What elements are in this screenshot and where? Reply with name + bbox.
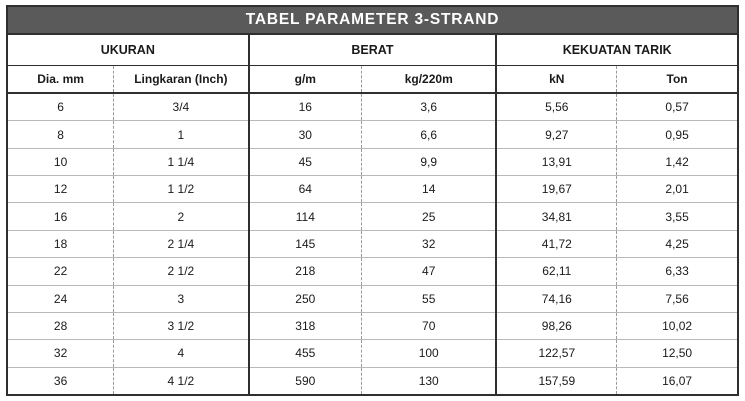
cell-lingkaran-inch: 1 1/4 bbox=[114, 148, 249, 175]
cell-ton: 0,57 bbox=[617, 93, 737, 121]
cell-gm: 455 bbox=[249, 340, 362, 367]
column-header-dia-mm: Dia. mm bbox=[8, 66, 114, 94]
cell-gm: 64 bbox=[249, 176, 362, 203]
cell-dia-mm: 18 bbox=[8, 230, 114, 257]
cell-kg220m: 100 bbox=[362, 340, 497, 367]
cell-kg220m: 14 bbox=[362, 176, 497, 203]
table-row bbox=[8, 258, 737, 285]
cell-ton: 2,01 bbox=[617, 176, 737, 203]
cell-ton: 6,33 bbox=[617, 258, 737, 285]
cell-lingkaran-inch: 2 1/2 bbox=[114, 258, 249, 285]
cell-dia-mm: 32 bbox=[8, 340, 114, 367]
cell-lingkaran-inch: 3 bbox=[114, 285, 249, 312]
cell-kn: 9,27 bbox=[496, 121, 616, 148]
cell-kg220m: 130 bbox=[362, 367, 497, 394]
cell-kg220m: 3,6 bbox=[362, 93, 497, 121]
column-header-kg220m: kg/220m bbox=[362, 66, 497, 94]
cell-dia-mm: 8 bbox=[8, 121, 114, 148]
cell-kn: 98,26 bbox=[496, 312, 616, 339]
table-row bbox=[8, 367, 737, 394]
cell-kn: 13,91 bbox=[496, 148, 616, 175]
cell-kn: 122,57 bbox=[496, 340, 616, 367]
cell-gm: 590 bbox=[249, 367, 362, 394]
column-header-lingkaran-inch: Lingkaran (Inch) bbox=[114, 66, 249, 94]
table-row bbox=[8, 285, 737, 312]
cell-dia-mm: 16 bbox=[8, 203, 114, 230]
cell-ton: 10,02 bbox=[617, 312, 737, 339]
table-row bbox=[8, 340, 737, 367]
cell-gm: 30 bbox=[249, 121, 362, 148]
cell-ton: 12,50 bbox=[617, 340, 737, 367]
cell-lingkaran-inch: 1 bbox=[114, 121, 249, 148]
cell-lingkaran-inch: 4 1/2 bbox=[114, 367, 249, 394]
cell-lingkaran-inch: 1 1/2 bbox=[114, 176, 249, 203]
cell-dia-mm: 22 bbox=[8, 258, 114, 285]
table-column-header-row bbox=[8, 66, 737, 94]
table-title: TABEL PARAMETER 3-STRAND bbox=[8, 7, 737, 34]
cell-lingkaran-inch: 3/4 bbox=[114, 93, 249, 121]
cell-kg220m: 9,9 bbox=[362, 148, 497, 175]
cell-kn: 5,56 bbox=[496, 93, 616, 121]
cell-kg220m: 32 bbox=[362, 230, 497, 257]
table-group-header-row bbox=[8, 34, 737, 66]
cell-gm: 145 bbox=[249, 230, 362, 257]
cell-ton: 0,95 bbox=[617, 121, 737, 148]
table-head bbox=[8, 7, 737, 93]
cell-gm: 250 bbox=[249, 285, 362, 312]
cell-lingkaran-inch: 2 1/4 bbox=[114, 230, 249, 257]
table-row bbox=[8, 312, 737, 339]
cell-gm: 45 bbox=[249, 148, 362, 175]
cell-kg220m: 70 bbox=[362, 312, 497, 339]
cell-kn: 41,72 bbox=[496, 230, 616, 257]
cell-kg220m: 47 bbox=[362, 258, 497, 285]
cell-gm: 318 bbox=[249, 312, 362, 339]
cell-kn: 157,59 bbox=[496, 367, 616, 394]
cell-gm: 114 bbox=[249, 203, 362, 230]
cell-dia-mm: 36 bbox=[8, 367, 114, 394]
column-header-kn: kN bbox=[496, 66, 616, 94]
table-title-row bbox=[8, 7, 737, 34]
column-header-ton: Ton bbox=[617, 66, 737, 94]
cell-lingkaran-inch: 3 1/2 bbox=[114, 312, 249, 339]
parameter-table-container bbox=[6, 5, 739, 396]
column-header-gm: g/m bbox=[249, 66, 362, 94]
cell-lingkaran-inch: 2 bbox=[114, 203, 249, 230]
cell-gm: 16 bbox=[249, 93, 362, 121]
table-row bbox=[8, 121, 737, 148]
cell-kg220m: 55 bbox=[362, 285, 497, 312]
table-row bbox=[8, 176, 737, 203]
cell-dia-mm: 6 bbox=[8, 93, 114, 121]
cell-kg220m: 25 bbox=[362, 203, 497, 230]
cell-kn: 19,67 bbox=[496, 176, 616, 203]
table-row bbox=[8, 148, 737, 175]
table-row bbox=[8, 93, 737, 121]
parameter-table bbox=[8, 7, 737, 394]
table-row bbox=[8, 203, 737, 230]
cell-ton: 3,55 bbox=[617, 203, 737, 230]
cell-kn: 62,11 bbox=[496, 258, 616, 285]
cell-ton: 1,42 bbox=[617, 148, 737, 175]
cell-dia-mm: 28 bbox=[8, 312, 114, 339]
cell-ton: 4,25 bbox=[617, 230, 737, 257]
table-row bbox=[8, 230, 737, 257]
cell-ton: 7,56 bbox=[617, 285, 737, 312]
cell-dia-mm: 12 bbox=[8, 176, 114, 203]
cell-kn: 34,81 bbox=[496, 203, 616, 230]
table-body bbox=[8, 93, 737, 394]
cell-lingkaran-inch: 4 bbox=[114, 340, 249, 367]
cell-gm: 218 bbox=[249, 258, 362, 285]
group-header-berat: BERAT bbox=[249, 34, 497, 66]
cell-kn: 74,16 bbox=[496, 285, 616, 312]
cell-dia-mm: 24 bbox=[8, 285, 114, 312]
cell-ton: 16,07 bbox=[662, 373, 693, 388]
group-header-kekuatan-tarik: KEKUATAN TARIK bbox=[496, 34, 737, 66]
cell-dia-mm: 10 bbox=[8, 148, 114, 175]
cell-kg220m: 6,6 bbox=[362, 121, 497, 148]
group-header-ukuran: UKURAN bbox=[8, 34, 249, 66]
